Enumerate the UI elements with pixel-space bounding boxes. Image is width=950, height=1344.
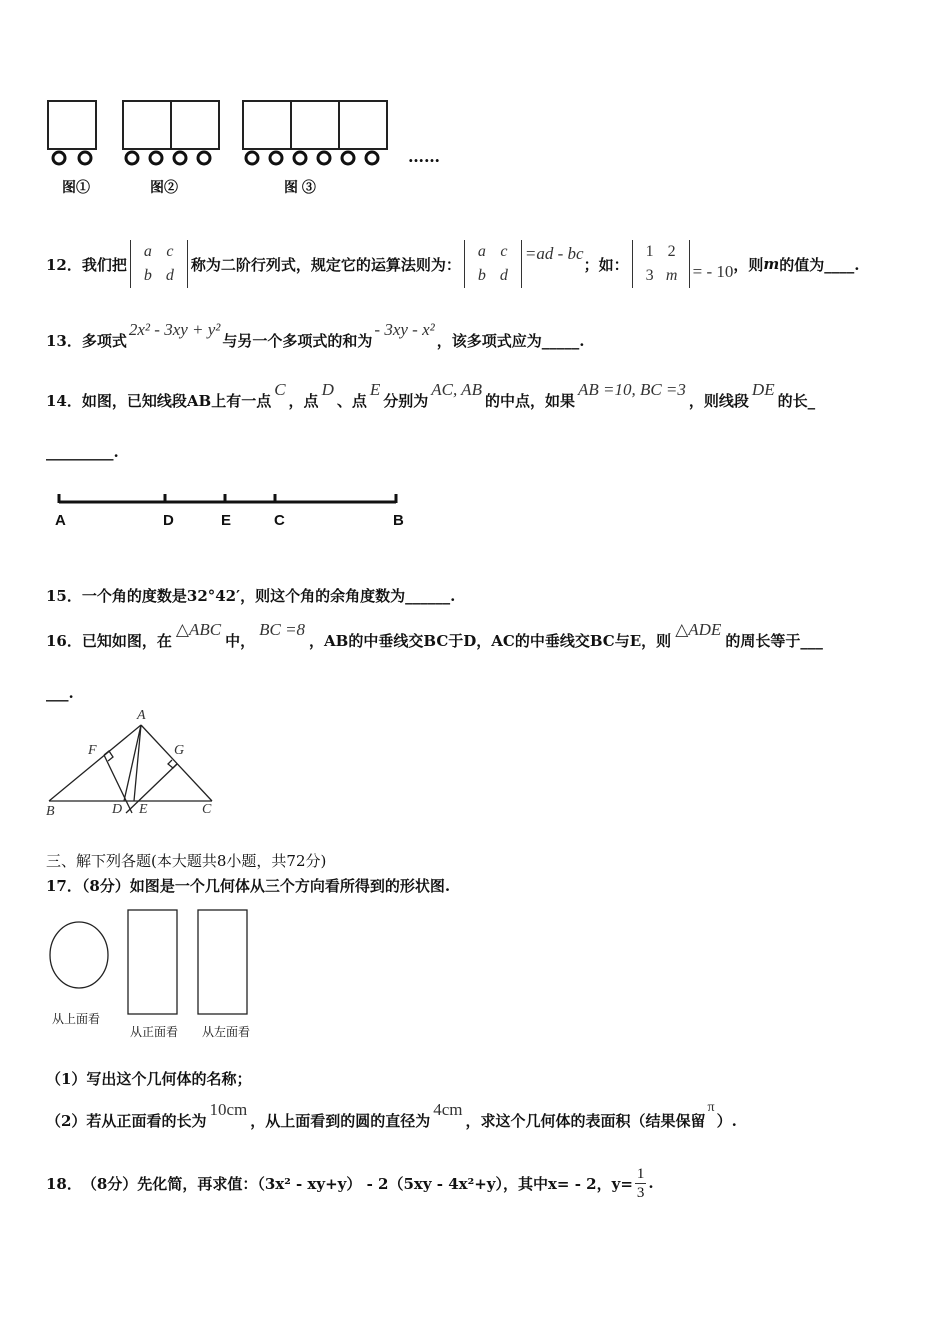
q12-m: m: [763, 255, 780, 273]
q18-number: 18．: [46, 1174, 82, 1193]
point-D: D: [163, 512, 174, 529]
fig2-square-2: [171, 101, 219, 149]
point-C: C: [274, 512, 285, 529]
determinant-2: a c b d: [464, 240, 522, 288]
question-12: [46, 236, 859, 292]
q14-number: 14．: [46, 391, 82, 410]
question-13: [46, 320, 584, 360]
point-E: E: [221, 512, 232, 529]
fig3-square-3: [339, 101, 387, 149]
three-views-figure: [44, 905, 264, 1040]
q14-C: C: [274, 380, 286, 399]
squares-figures: [40, 95, 460, 205]
triangle-figure: [44, 708, 224, 823]
q12-text-3: ；如：: [583, 255, 629, 274]
fig2-label: 图②: [150, 179, 178, 195]
q17-length: 10cm: [209, 1100, 248, 1119]
q16-number: 16．: [46, 631, 82, 650]
q14-text-4: 分别为: [383, 391, 429, 410]
three-views-svg: [44, 905, 264, 1017]
q14-text-2: ，点: [288, 391, 319, 410]
label-D: D: [112, 802, 123, 817]
point-B: B: [393, 512, 404, 529]
fig3-square-2: [291, 101, 339, 149]
q12-eq: = - 10: [692, 262, 734, 281]
view-left-label: 从左面看: [202, 1025, 251, 1039]
question-15: [46, 585, 455, 606]
q17-part-2-text-d: ）.: [716, 1111, 737, 1130]
view-front-label: 从正面看: [130, 1025, 179, 1039]
q12-text-4: ，则: [733, 255, 764, 274]
q13-text-2: 与另一个多项式的和为: [222, 331, 373, 350]
q14-ACAB: AC, AB: [431, 380, 482, 399]
q13-poly-2: - 3xy - x²: [374, 320, 435, 339]
q17-part-2-text-a: （2）若从正面看的长为: [46, 1111, 207, 1130]
q14-text-1: 如图，已知线段AB上有一点: [81, 391, 272, 410]
fraction-denominator: 3: [636, 1184, 645, 1201]
q12-text-5: 的值为____.: [779, 255, 860, 274]
q18-fraction: [635, 1165, 647, 1202]
q16-bc: BC =8: [259, 620, 306, 639]
q16-text-2: 中，: [225, 631, 256, 650]
question-18: [46, 1160, 654, 1206]
label-C: C: [202, 802, 212, 817]
q14-condition: AB =10, BC =3: [577, 380, 686, 399]
fig3-label: 图 ③: [284, 179, 316, 195]
q12-text-2: 称为二阶行列式，规定它的运算法则为：: [190, 255, 461, 274]
q17-part-2-text-b: ，从上面看到的圆的直径为: [250, 1111, 431, 1130]
q17-number: 17．: [46, 877, 82, 895]
fig2-square-1: [123, 101, 171, 149]
determinant-1: a c b d: [130, 240, 188, 288]
q14-D: D: [321, 380, 334, 399]
triangle-svg: [44, 708, 224, 823]
q18-text: （8分）先化简，再求值：（3x² - xy+y） - 2（5xy - 4x²+y），其中x= - 2，y=: [81, 1174, 633, 1193]
section-3-heading: 三、解下列各题(本大题共8小题，共72分): [46, 852, 327, 870]
q14-blank-line: _________.: [46, 443, 119, 461]
q15-number: 15．: [46, 587, 82, 605]
q12-formula: =ad - bc: [524, 244, 584, 263]
fig3-square-1: [243, 101, 291, 149]
q17-part-1: （1）写出这个几何体的名称；: [46, 1070, 252, 1088]
q12-text-1: 我们把: [81, 255, 127, 274]
q14-text-7: 的长_: [777, 391, 816, 410]
label-B: B: [46, 804, 55, 819]
q17-pi: π: [707, 1100, 715, 1115]
q15-text: 一个角的度数是32°42′，则这个角的余角度数为______.: [81, 587, 456, 605]
question-17: [46, 875, 450, 896]
q13-poly-1: 2x² - 3xy + y²: [128, 320, 221, 339]
point-A: A: [55, 512, 66, 529]
segment-svg: [50, 490, 420, 535]
q13-number: 13．: [46, 331, 82, 350]
q14-DE: DE: [751, 380, 775, 399]
q17-part-2-text-c: ，求这个几何体的表面积（结果保留: [465, 1111, 706, 1130]
ellipsis: ……: [408, 147, 440, 166]
q14-text-6: ，则线段: [688, 391, 749, 410]
question-16: [46, 618, 823, 662]
q16-blank-line: ___.: [46, 684, 74, 702]
q14-text-5: 的中点，如果: [484, 391, 575, 410]
q18-end: .: [648, 1174, 654, 1192]
fig1-square: [48, 101, 96, 149]
q16-triangle-ABC: △ABC: [175, 620, 222, 639]
q14-E: E: [369, 380, 381, 399]
q13-text-3: ，该多项式应为_____.: [436, 331, 585, 350]
determinant-3: 1 2 3 m: [632, 240, 690, 288]
label-E: E: [139, 802, 148, 817]
q17-text: （8分）如图是一个几何体从三个方向看所得到的形状图.: [81, 877, 451, 895]
q16-text-3: ，AB的中垂线交BC于D，AC的中垂线交BC与E，则: [309, 631, 672, 650]
q12-number: 12．: [46, 255, 82, 274]
fig1-label: 图①: [62, 179, 90, 195]
q16-text-1: 已知如图，在: [81, 631, 172, 650]
q16-text-4: 的周长等于___: [725, 631, 823, 650]
segment-figure: [50, 490, 420, 535]
label-A: A: [137, 708, 146, 723]
question-14: [46, 380, 815, 420]
q17-diameter: 4cm: [433, 1100, 463, 1119]
q13-text-1: 多项式: [81, 331, 127, 350]
q17-part-2: [46, 1100, 737, 1140]
view-top-label: 从上面看: [52, 1012, 101, 1026]
fraction-numerator: 1: [636, 1165, 645, 1182]
q16-triangle-ADE: △ADE: [675, 620, 722, 639]
label-G: G: [174, 743, 185, 758]
top-figures: [40, 95, 460, 205]
label-F: F: [88, 743, 97, 758]
q14-text-3: 、点: [336, 391, 367, 410]
